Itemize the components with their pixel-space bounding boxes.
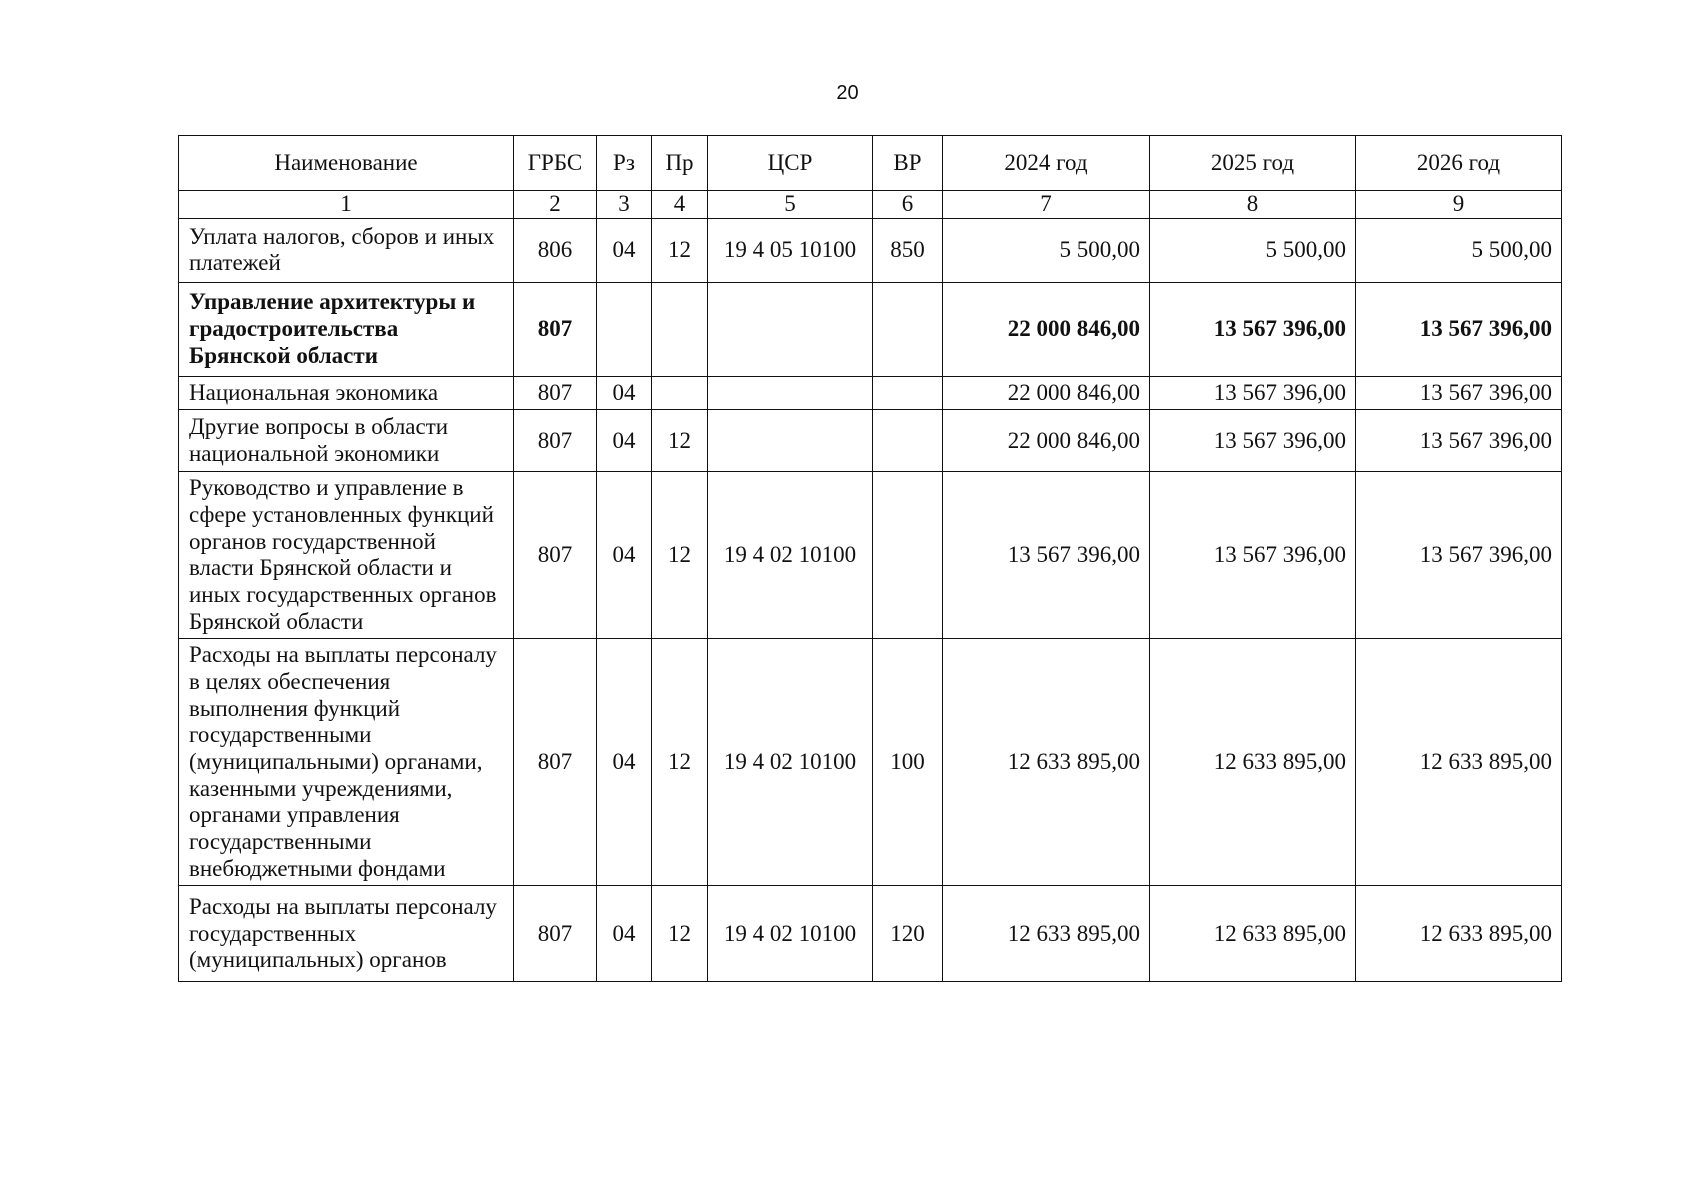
row-grbs: 806 [514, 218, 597, 282]
row-2024: 5 500,00 [943, 218, 1150, 282]
row-2025: 12 633 895,00 [1150, 886, 1356, 982]
row-csr: 19 4 05 10100 [708, 218, 873, 282]
row-2026: 13 567 396,00 [1356, 410, 1562, 472]
row-2024: 22 000 846,00 [943, 410, 1150, 472]
row-vr [873, 282, 943, 376]
row-csr: 19 4 02 10100 [708, 886, 873, 982]
row-2024: 12 633 895,00 [943, 639, 1150, 886]
row-vr: 120 [873, 886, 943, 982]
header-name: Наименование [179, 136, 514, 191]
row-2025: 13 567 396,00 [1150, 282, 1356, 376]
table-row [179, 410, 1562, 472]
row-vr: 100 [873, 639, 943, 886]
row-vr: 850 [873, 218, 943, 282]
row-2025: 13 567 396,00 [1150, 410, 1356, 472]
column-number: 3 [597, 191, 652, 219]
header-vr: ВР [873, 136, 943, 191]
row-vr [873, 472, 943, 639]
row-2026: 13 567 396,00 [1356, 472, 1562, 639]
row-grbs: 807 [514, 376, 597, 410]
budget-table [178, 135, 1562, 982]
row-grbs: 807 [514, 639, 597, 886]
header-2026: 2026 год [1356, 136, 1562, 191]
column-number: 9 [1356, 191, 1562, 219]
column-number: 7 [943, 191, 1150, 219]
row-rz: 04 [597, 639, 652, 886]
column-number: 2 [514, 191, 597, 219]
column-number: 1 [179, 191, 514, 219]
column-number-row [179, 191, 1562, 219]
row-grbs: 807 [514, 886, 597, 982]
row-pr: 12 [652, 886, 708, 982]
page-number: 20 [836, 82, 859, 104]
row-2026: 13 567 396,00 [1356, 282, 1562, 376]
row-2025: 13 567 396,00 [1150, 472, 1356, 639]
row-grbs: 807 [514, 282, 597, 376]
row-pr: 12 [652, 410, 708, 472]
row-rz: 04 [597, 218, 652, 282]
row-2026: 12 633 895,00 [1356, 639, 1562, 886]
row-2025: 13 567 396,00 [1150, 376, 1356, 410]
row-pr [652, 282, 708, 376]
row-name: Расходы на выплаты персоналу государственных (муниципальных) органов [179, 886, 514, 982]
column-number: 8 [1150, 191, 1356, 219]
header-rz: Рз [597, 136, 652, 191]
row-grbs: 807 [514, 410, 597, 472]
table-row [179, 639, 1562, 886]
row-pr: 12 [652, 639, 708, 886]
row-name: Расходы на выплаты персоналу в целях обеспечения выполнения функций государственными (муниципальными) органами, казенными учреждениями, органами управления государственными внебюджетными фондами [179, 639, 514, 886]
row-rz: 04 [597, 886, 652, 982]
row-csr [708, 410, 873, 472]
row-name: Руководство и управление в сфере установленных функций органов государственной власти Брянской области и иных государственных органов Брянской области [179, 472, 514, 639]
table-row [179, 472, 1562, 639]
row-2026: 13 567 396,00 [1356, 376, 1562, 410]
row-name: Национальная экономика [179, 376, 514, 410]
row-pr: 12 [652, 218, 708, 282]
table-row [179, 218, 1562, 282]
row-csr [708, 376, 873, 410]
row-rz: 04 [597, 376, 652, 410]
row-rz: 04 [597, 472, 652, 639]
header-2025: 2025 год [1150, 136, 1356, 191]
table-row [179, 886, 1562, 982]
row-csr: 19 4 02 10100 [708, 639, 873, 886]
column-number: 6 [873, 191, 943, 219]
row-name: Уплата налогов, сборов и иных платежей [179, 218, 514, 282]
row-rz: 04 [597, 410, 652, 472]
column-number: 4 [652, 191, 708, 219]
row-csr [708, 282, 873, 376]
header-csr: ЦСР [708, 136, 873, 191]
row-pr [652, 376, 708, 410]
row-2024: 13 567 396,00 [943, 472, 1150, 639]
row-2025: 5 500,00 [1150, 218, 1356, 282]
row-vr [873, 410, 943, 472]
row-vr [873, 376, 943, 410]
row-name: Другие вопросы в области национальной экономики [179, 410, 514, 472]
row-2024: 22 000 846,00 [943, 282, 1150, 376]
row-rz [597, 282, 652, 376]
header-grbs: ГРБС [514, 136, 597, 191]
header-pr: Пр [652, 136, 708, 191]
row-2025: 12 633 895,00 [1150, 639, 1356, 886]
row-2024: 12 633 895,00 [943, 886, 1150, 982]
row-csr: 19 4 02 10100 [708, 472, 873, 639]
header-row [179, 136, 1562, 191]
column-number: 5 [708, 191, 873, 219]
header-2024: 2024 год [943, 136, 1150, 191]
row-2026: 12 633 895,00 [1356, 886, 1562, 982]
row-2024: 22 000 846,00 [943, 376, 1150, 410]
table-row [179, 376, 1562, 410]
row-pr: 12 [652, 472, 708, 639]
row-2026: 5 500,00 [1356, 218, 1562, 282]
table-row [179, 282, 1562, 376]
row-name: Управление архитектуры и градостроительства Брянской области [179, 282, 514, 376]
row-grbs: 807 [514, 472, 597, 639]
